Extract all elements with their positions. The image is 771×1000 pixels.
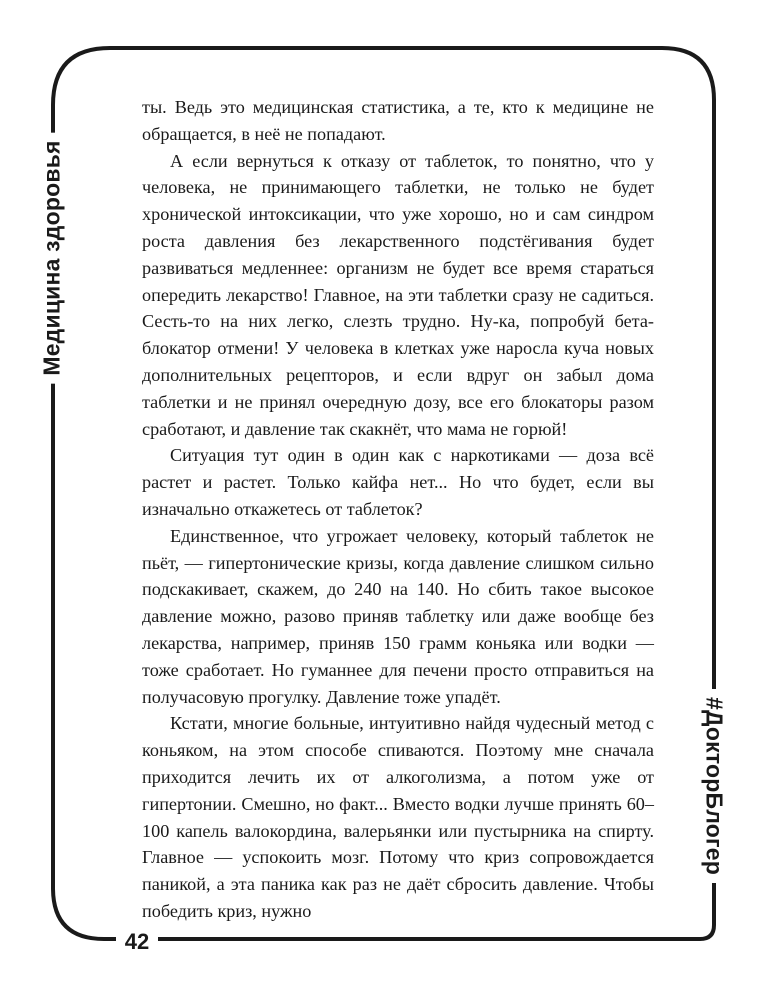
page-number: 42 (116, 929, 158, 955)
paragraph: Единственное, что угрожает человеку, который таблеток не пьёт, — гипертонические кризы, когда давление слишком сильно подскакивает, скажем, до 240 на 140. Но сбить такое высокое давление можно, разово приняв таблетку или даже вообще без лекарства, например, приняв 150 грамм коньяка или водки — тоже сработает. Но гуманнее для печени просто отправиться на получасовую прогулку. Давление тоже упадёт. (142, 525, 654, 707)
paragraph: Кстати, многие больные, интуитивно найдя чудесный метод с коньяком, на этом способе спиваются. Поэтому мне сначала приходится лечить их от алкоголизма, а потом уже от гипертонии. Смешно, но факт... Вместо водки лучше принять 60–100 капель валокордина, валерьянки или пустырника на спирту. Главное — успокоить мозг. Потому что криз сопровождается паникой, а эта паника как раз не даёт сбросить давление. Чтобы победить криз, нужно (142, 713, 654, 921)
hashtag-label: #ДокторБлогер (701, 689, 728, 883)
body-text (142, 94, 654, 925)
paragraph: ты. Ведь это медицинская статистика, а те, кто к медицине не обращается, в неё не попадают. (142, 97, 654, 144)
paragraph: Ситуация тут один в один как с наркотиками — доза всё растет и растет. Только кайфа нет... Но что будет, если вы изначально откажетесь от таблеток? (142, 445, 654, 519)
paragraph: А если вернуться к отказу от таблеток, то понятно, что у человека, не принимающего таблетки, не только не будет хронической интоксикации, что уже хорошо, но и сам синдром роста давления без лекарственного подстёгивания будет развиваться медленнее: организм не будет все время стараться опередить лекарство! Главное, на эти таблетки сразу не садиться. Сесть-то на них легко, слезть трудно. Ну-ка, попробуй бета-блокатор отмени! У человека в клетках уже наросла куча новых дополнительных рецепторов, и если вдруг он забыл дома таблетки и не принял очередную дозу, все его блокаторы разом сработают, и давление так скакнёт, что мама не горюй! (142, 150, 654, 439)
section-title-label: Медицина здоровья (39, 132, 66, 383)
